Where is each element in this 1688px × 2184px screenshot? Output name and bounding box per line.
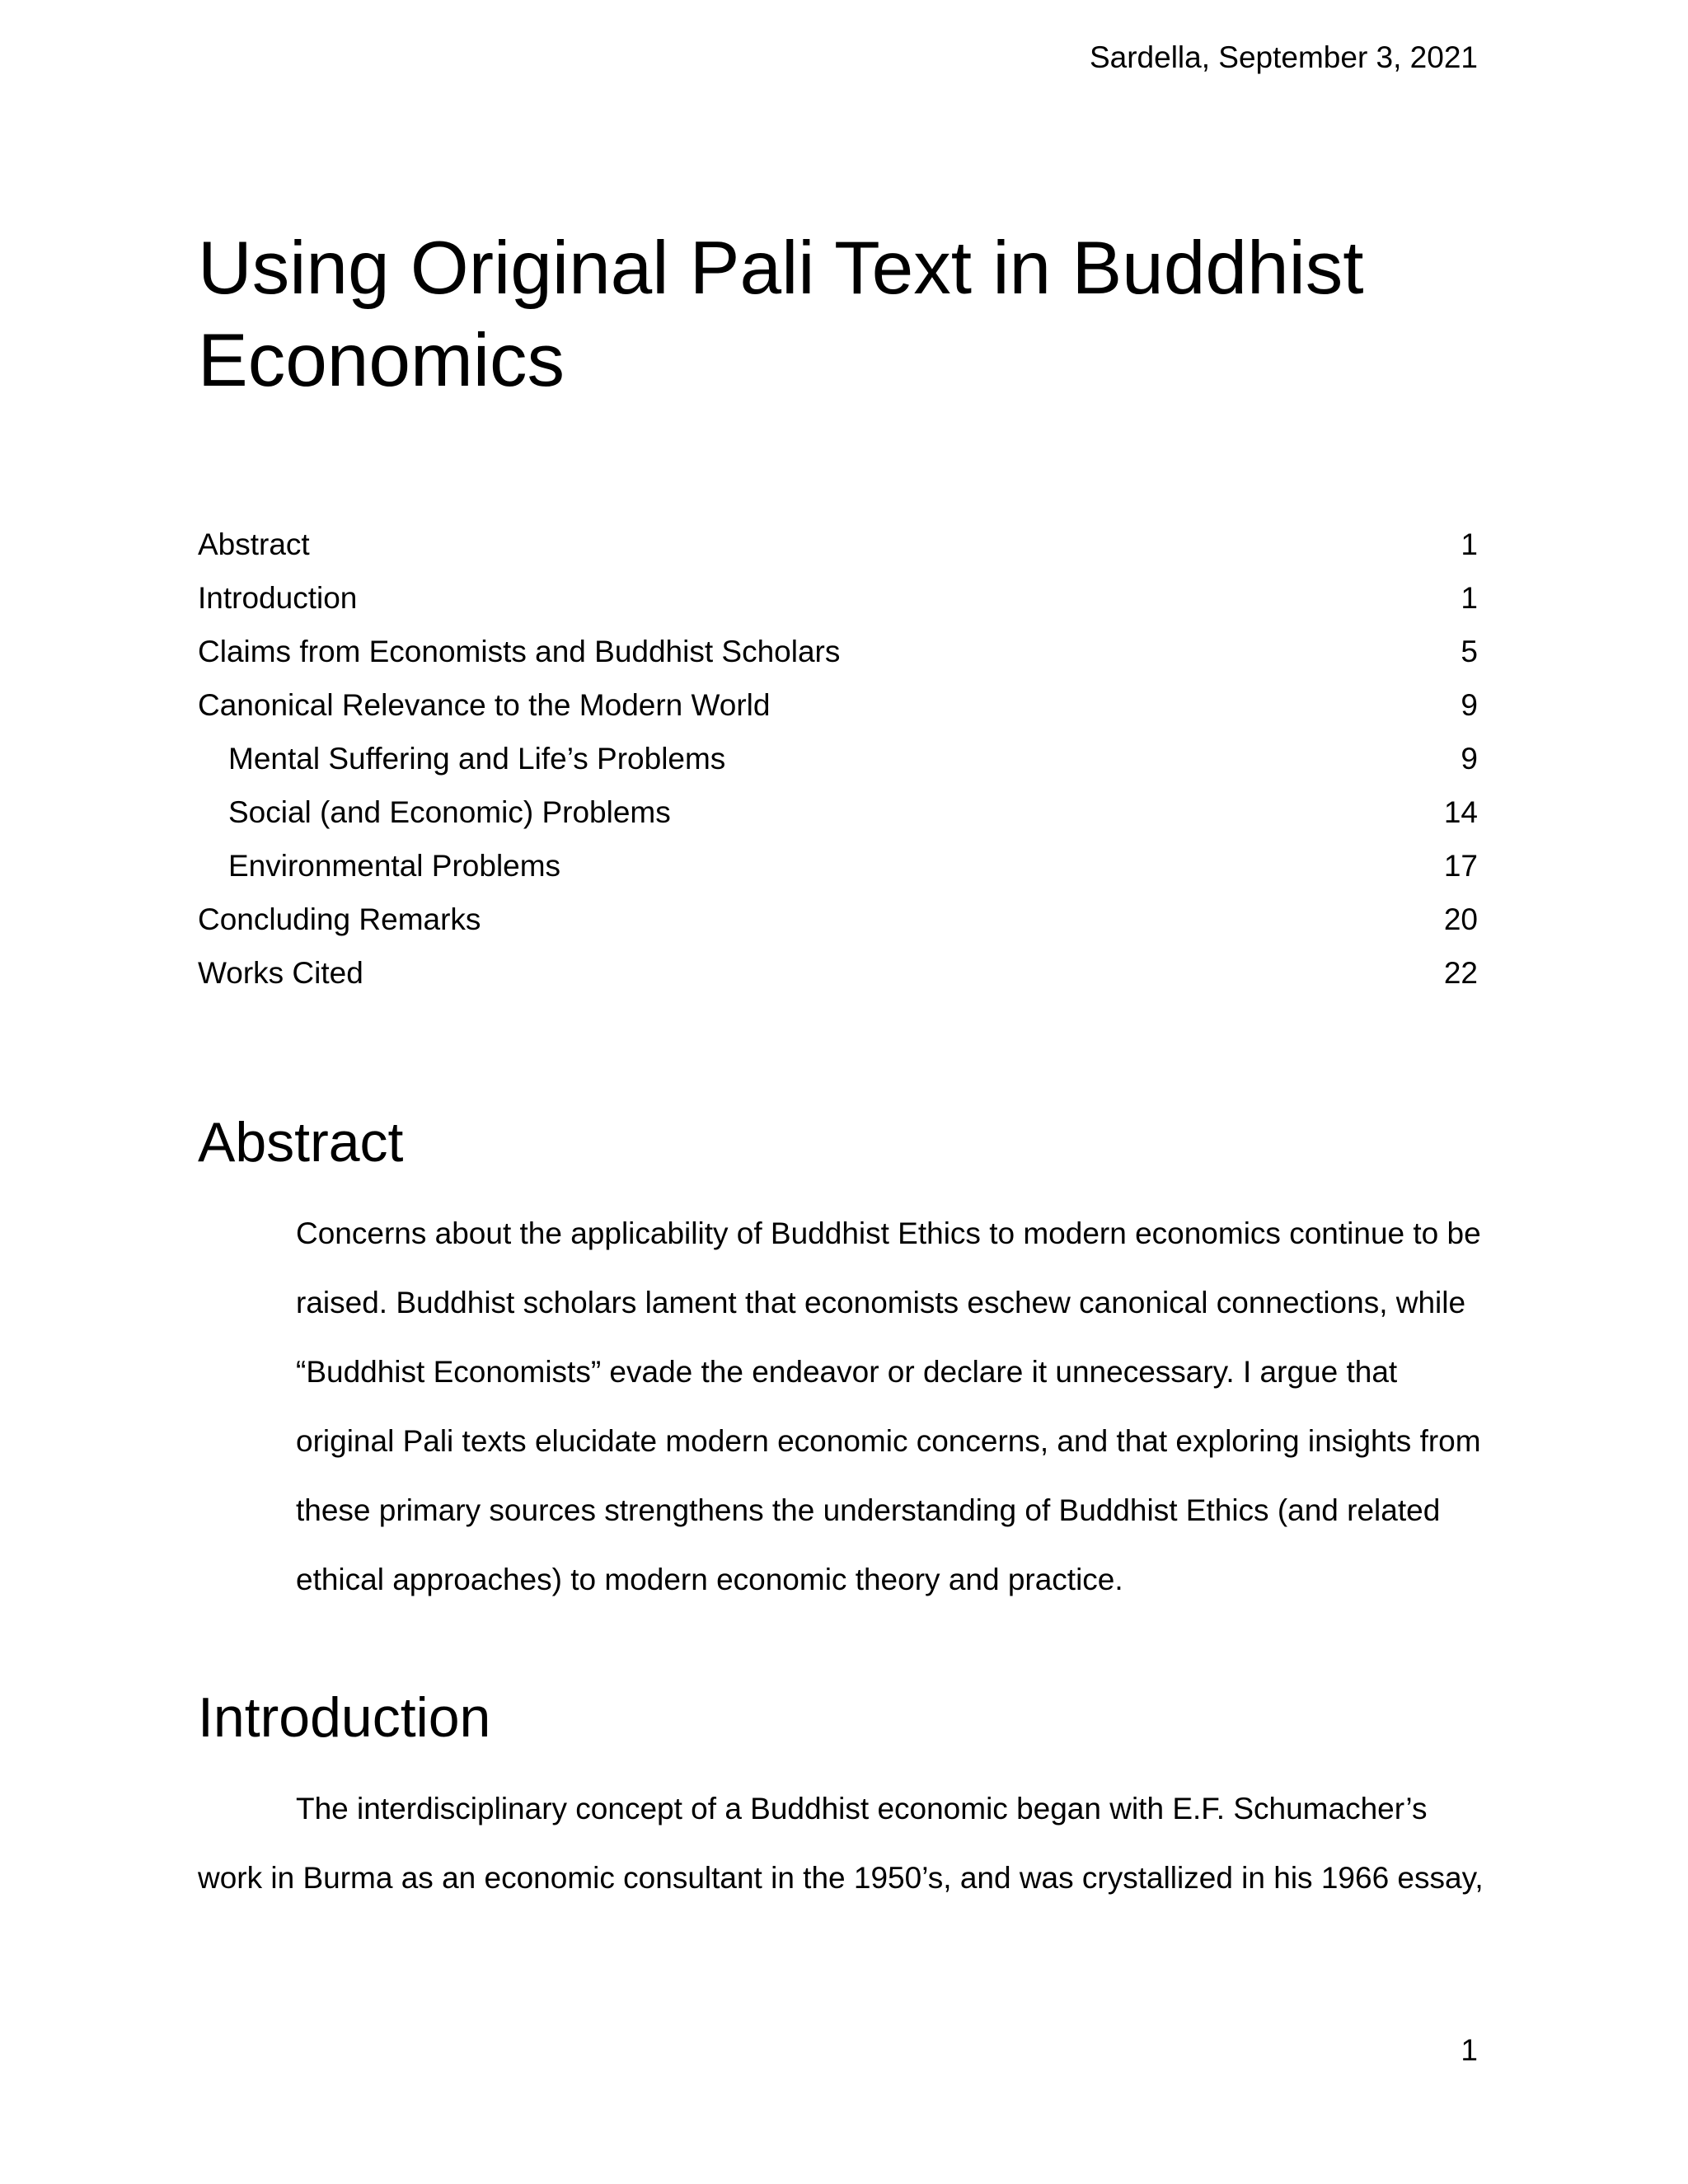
toc-entry-label: Canonical Relevance to the Modern World (198, 688, 771, 722)
abstract-paragraph (296, 1199, 1483, 1615)
toc-entry-label: Abstract (198, 527, 310, 561)
document-title: Using Original Pali Text in Buddhist Economics (198, 227, 1364, 402)
toc-entry-page-number: 1 (1461, 581, 1478, 615)
toc-entry-page-number: 5 (1461, 635, 1478, 668)
introduction-line: work in Burma as an economic consultant in the 1950’s, and was crystallized in his 1966 essay, (198, 1861, 1484, 1895)
toc-entry-introduction[interactable] (198, 571, 1478, 625)
toc-entry-page-number: 9 (1461, 688, 1478, 722)
abstract-line: these primary sources strengthens the understanding of Buddhist Ethics (and related (296, 1493, 1441, 1527)
toc-entry-label: Environmental Problems (228, 849, 561, 883)
toc-entry-label: Social (and Economic) Problems (228, 795, 671, 829)
toc-entry-page-number: 20 (1443, 902, 1478, 936)
toc-entry-page-number: 17 (1443, 849, 1478, 883)
toc-entry-concluding-remarks[interactable] (198, 893, 1478, 946)
toc-subentry-environmental-problems[interactable] (198, 839, 1478, 893)
toc-entry-label: Works Cited (198, 956, 363, 990)
toc-entry-page-number: 9 (1461, 742, 1478, 776)
toc-entry-page-number: 22 (1443, 956, 1478, 990)
abstract-line: ethical approaches) to modern economic theory and practice. (296, 1563, 1123, 1596)
page-number: 1 (1461, 2033, 1478, 2067)
toc-entry-abstract[interactable] (198, 518, 1478, 571)
toc-subentry-mental-suffering[interactable] (198, 732, 1478, 785)
toc-entry-works-cited[interactable] (198, 946, 1478, 1000)
introduction-heading: Introduction (198, 1686, 491, 1749)
toc-entry-page-number: 14 (1443, 795, 1478, 829)
introduction-paragraph (198, 1774, 1484, 1913)
toc-entry-label: Introduction (198, 581, 358, 615)
table-of-contents (198, 518, 1478, 1000)
toc-entry-label: Claims from Economists and Buddhist Scholars (198, 635, 841, 668)
abstract-line: “Buddhist Economists” evade the endeavor or declare it unnecessary. I argue that (296, 1355, 1398, 1389)
running-header: Sardella, September 3, 2021 (1089, 40, 1478, 74)
toc-entry-canonical-relevance[interactable] (198, 678, 1478, 732)
abstract-heading: Abstract (198, 1111, 404, 1174)
abstract-line: Concerns about the applicability of Buddhist Ethics to modern economics continue to be (296, 1216, 1481, 1250)
abstract-line: original Pali texts elucidate modern economic concerns, and that exploring insights from (296, 1424, 1481, 1458)
introduction-line: The interdisciplinary concept of a Buddhist economic began with E.F. Schumacher’s (296, 1792, 1428, 1825)
toc-entry-label: Mental Suffering and Life’s Problems (228, 742, 726, 776)
abstract-line: raised. Buddhist scholars lament that economists eschew canonical connections, while (296, 1286, 1466, 1319)
toc-entry-claims[interactable] (198, 625, 1478, 678)
toc-subentry-social-problems[interactable] (198, 785, 1478, 839)
toc-entry-label: Concluding Remarks (198, 902, 481, 936)
toc-entry-page-number: 1 (1461, 527, 1478, 561)
